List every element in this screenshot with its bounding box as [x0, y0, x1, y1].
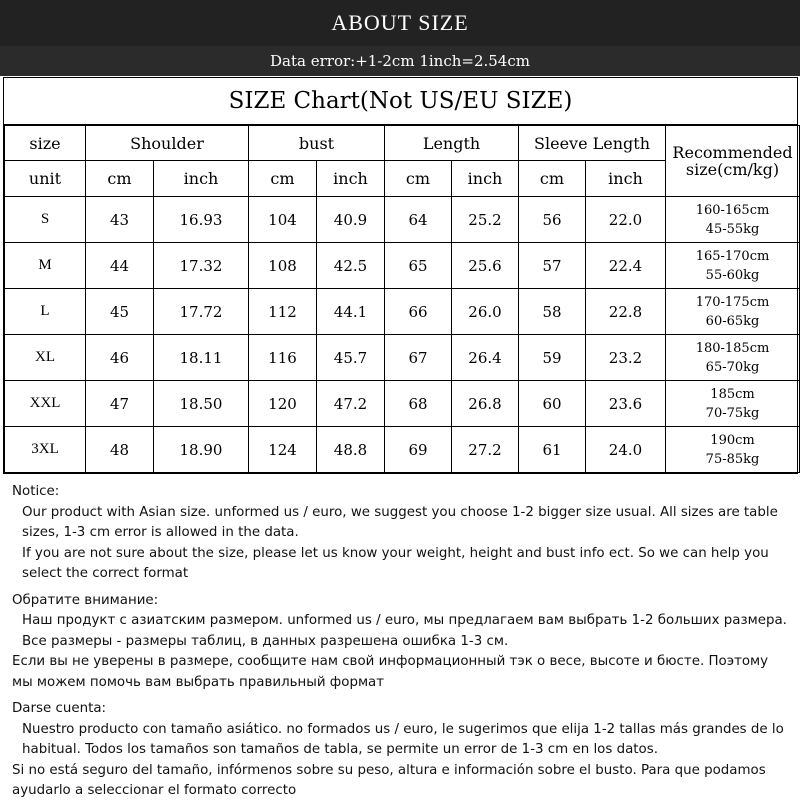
sleeve-inch-cell: 23.6 [586, 381, 666, 427]
sleeve-inch-cell: 22.4 [586, 243, 666, 289]
bust-inch-cell: 47.2 [317, 381, 385, 427]
unit-cm: cm [86, 161, 154, 197]
notice-es-paragraph-2: Si no está seguro del tamaño, infórmenos sobre su peso, altura e información sobre el busto. Para que podamos ayudarlo a seleccionar el formato correcto [12, 762, 766, 798]
recommended-weight: 65-70kg [705, 359, 760, 375]
recommended-label-1: Recommended [672, 143, 793, 162]
length-inch-cell: 26.8 [452, 381, 519, 427]
shoulder-cm-cell: 46 [86, 335, 154, 381]
bust-cm-cell: 124 [249, 427, 317, 473]
col-size: size [5, 126, 86, 161]
table-row [5, 381, 800, 427]
unit-cm: cm [519, 161, 586, 197]
recommended-weight: 55-60kg [705, 267, 760, 283]
bust-inch-cell: 44.1 [317, 289, 385, 335]
recommended-weight: 75-85kg [705, 451, 760, 467]
shoulder-cm-cell: 48 [86, 427, 154, 473]
recommended-cell [666, 243, 800, 289]
col-shoulder: Shoulder [86, 126, 249, 161]
header-subtitle: Data error:+1-2cm 1inch=2.54cm [270, 52, 530, 70]
bust-cm-cell: 116 [249, 335, 317, 381]
notice-title-en: Notice: [12, 484, 60, 499]
notice-es-paragraph-1: Nuestro producto con tamaño asiático. no formados us / euro, le sugerimos que elija 1-2 tallas más grandes de lo habitual. Todos los tamaños son tamaños de tabla, se permite un error de 1-3 cm en los datos. [22, 721, 784, 757]
length-inch-cell: 25.2 [452, 197, 519, 243]
recommended-weight: 45-55kg [705, 221, 760, 237]
data-error-banner [0, 46, 800, 76]
size-cell: 3XL [5, 427, 86, 473]
bust-inch-cell: 42.5 [317, 243, 385, 289]
length-inch-cell: 26.0 [452, 289, 519, 335]
bust-cm-cell: 120 [249, 381, 317, 427]
recommended-cell [666, 197, 800, 243]
notice-en-paragraph-2: If you are not sure about the size, please let us know your weight, height and bust info ect. So we can help you select the correct format [22, 545, 769, 581]
sleeve-inch-cell: 22.8 [586, 289, 666, 335]
shoulder-inch-cell: 18.90 [154, 427, 249, 473]
col-recommended [666, 126, 800, 197]
bust-cm-cell: 108 [249, 243, 317, 289]
shoulder-inch-cell: 18.11 [154, 335, 249, 381]
length-cm-cell: 66 [385, 289, 452, 335]
sleeve-cm-cell: 58 [519, 289, 586, 335]
unit-cm: cm [249, 161, 317, 197]
shoulder-cm-cell: 47 [86, 381, 154, 427]
unit-inch: inch [154, 161, 249, 197]
shoulder-cm-cell: 44 [86, 243, 154, 289]
sleeve-cm-cell: 59 [519, 335, 586, 381]
size-cell: M [5, 243, 86, 289]
bust-inch-cell: 45.7 [317, 335, 385, 381]
sleeve-inch-cell: 24.0 [586, 427, 666, 473]
size-cell: L [5, 289, 86, 335]
bust-inch-cell: 48.8 [317, 427, 385, 473]
size-cell: S [5, 197, 86, 243]
recommended-weight: 60-65kg [705, 313, 760, 329]
table-row [5, 335, 800, 381]
length-inch-cell: 25.6 [452, 243, 519, 289]
recommended-label-2: size(cm/kg) [685, 160, 780, 179]
recommended-height: 170-175cm [695, 294, 770, 310]
sleeve-cm-cell: 61 [519, 427, 586, 473]
unit-cm: cm [385, 161, 452, 197]
shoulder-inch-cell: 18.50 [154, 381, 249, 427]
sleeve-cm-cell: 60 [519, 381, 586, 427]
table-row [5, 243, 800, 289]
sleeve-cm-cell: 57 [519, 243, 586, 289]
notice-ru-paragraph-1: Наш продукт с азиатским размером. unformed us / euro, мы предлагаем вам выбрать 1-2 больших размера. Все размеры - размеры таблиц, в данных разрешена ошибка 1-3 см. [22, 613, 787, 649]
recommended-weight: 70-75kg [705, 405, 760, 421]
notice-title-ru: Обратите внимание: [12, 592, 159, 608]
notice-en-paragraph-1: Our product with Asian size. unformed us / euro, we suggest you choose 1-2 bigger size usual. All sizes are table sizes, 1-3 cm error is allowed in the data. [22, 504, 778, 540]
sleeve-cm-cell: 56 [519, 197, 586, 243]
recommended-height: 160-165cm [695, 202, 770, 218]
unit-inch: inch [317, 161, 385, 197]
about-size-header [0, 0, 800, 46]
shoulder-inch-cell: 16.93 [154, 197, 249, 243]
length-cm-cell: 69 [385, 427, 452, 473]
recommended-height: 180-185cm [695, 340, 770, 356]
col-sleeve-length: Sleeve Length [519, 126, 666, 161]
bust-cm-cell: 112 [249, 289, 317, 335]
recommended-cell [666, 381, 800, 427]
sleeve-inch-cell: 23.2 [586, 335, 666, 381]
bust-cm-cell: 104 [249, 197, 317, 243]
notice-section [12, 482, 792, 802]
table-row [5, 289, 800, 335]
recommended-height: 185cm [710, 386, 755, 402]
shoulder-inch-cell: 17.32 [154, 243, 249, 289]
size-cell: XXL [5, 381, 86, 427]
length-cm-cell: 68 [385, 381, 452, 427]
length-inch-cell: 26.4 [452, 335, 519, 381]
length-cm-cell: 64 [385, 197, 452, 243]
recommended-height: 190cm [710, 432, 755, 448]
header-title: ABOUT SIZE [331, 10, 469, 35]
unit-label: unit [5, 161, 86, 197]
chart-title: SIZE Chart(Not US/EU SIZE) [4, 78, 797, 125]
length-cm-cell: 65 [385, 243, 452, 289]
notice-ru-paragraph-2: Если вы не уверены в размере, сообщите нам свой информационный тэк о весе, высоте и бюсте. Поэтому мы можем помочь вам выбрать правильный формат [12, 654, 769, 690]
shoulder-cm-cell: 43 [86, 197, 154, 243]
header-row [5, 126, 800, 161]
sleeve-inch-cell: 22.0 [586, 197, 666, 243]
unit-inch: inch [452, 161, 519, 197]
recommended-cell [666, 289, 800, 335]
size-chart [3, 77, 798, 474]
size-table [4, 125, 800, 473]
bust-inch-cell: 40.9 [317, 197, 385, 243]
shoulder-cm-cell: 45 [86, 289, 154, 335]
recommended-height: 165-170cm [695, 248, 770, 264]
length-cm-cell: 67 [385, 335, 452, 381]
size-cell: XL [5, 335, 86, 381]
table-row [5, 427, 800, 473]
table-row [5, 197, 800, 243]
col-length: Length [385, 126, 519, 161]
recommended-cell [666, 427, 800, 473]
shoulder-inch-cell: 17.72 [154, 289, 249, 335]
length-inch-cell: 27.2 [452, 427, 519, 473]
notice-title-es: Darse cuenta: [12, 701, 107, 716]
col-bust: bust [249, 126, 385, 161]
unit-inch: inch [586, 161, 666, 197]
recommended-cell [666, 335, 800, 381]
